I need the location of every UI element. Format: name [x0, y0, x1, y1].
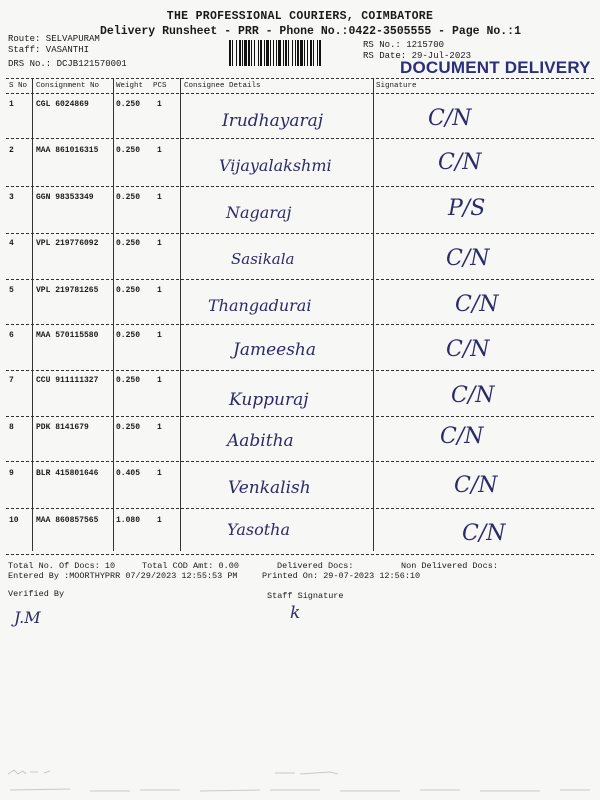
row-signature-handwriting: C/N	[428, 106, 472, 131]
barcode-bar	[313, 40, 314, 66]
row-consignment-no: MAA 860857565	[36, 516, 99, 525]
entered-by: Entered By :MOORTHYPRR 07/29/2023 12:55:53 PM	[8, 571, 238, 581]
row-pcs: 1	[157, 376, 162, 385]
document-delivery-stamp: DOCUMENT DELIVERY	[400, 58, 591, 77]
row-consignee-handwriting: Venkalish	[228, 478, 311, 498]
row-consignee-handwriting: Kuppuraj	[229, 390, 309, 410]
row-weight: 0.250	[116, 193, 141, 202]
col-signature: Signature	[376, 82, 417, 90]
row-weight: 0.250	[116, 146, 141, 155]
route-label: Route: SELVAPURAM	[8, 34, 100, 44]
barcode-bar	[300, 40, 303, 66]
barcode-bar	[310, 40, 312, 66]
row-weight: 0.250	[116, 331, 141, 340]
row-pcs: 1	[157, 516, 162, 525]
row-consignment-no: MAA 861016315	[36, 146, 99, 155]
company-title: THE PROFESSIONAL COURIERS, COIMBATORE	[166, 10, 434, 23]
row-signature-handwriting: C/N	[440, 424, 484, 449]
col-consignment: Consignment No	[36, 82, 100, 90]
col-weight: Weight	[116, 82, 144, 90]
barcode-bar	[304, 40, 305, 66]
col-consignee-details: Consignee Details	[184, 82, 261, 90]
row-divider	[6, 370, 594, 371]
barcode-bar	[288, 40, 289, 66]
row-signature-handwriting: C/N	[446, 246, 490, 271]
table-header-rule	[6, 93, 594, 94]
col-divider	[32, 78, 33, 551]
barcode-bar	[264, 40, 265, 66]
barcode-bar	[239, 40, 241, 66]
row-pcs: 1	[157, 193, 162, 202]
table-top-rule	[6, 78, 594, 79]
row-signature-handwriting: C/N	[438, 150, 482, 175]
row-pcs: 1	[157, 331, 162, 340]
barcode-image	[229, 40, 357, 66]
col-divider	[180, 78, 181, 551]
staff-label: Staff: VASANTHI	[8, 45, 90, 55]
row-weight: 1.080	[116, 516, 141, 525]
row-sno: 2	[9, 146, 14, 155]
barcode-bar	[295, 40, 296, 66]
barcode-bar	[317, 40, 318, 66]
total-docs: Total No. Of Docs: 10	[8, 561, 116, 571]
row-sno: 8	[9, 423, 14, 432]
row-sno: 9	[9, 469, 14, 478]
barcode-bar	[248, 40, 250, 66]
row-consignee-handwriting: Aabitha	[227, 431, 294, 451]
col-pcs: PCS	[153, 82, 167, 90]
barcode-bar	[307, 40, 308, 66]
row-consignee-handwriting: Thangadurai	[208, 296, 312, 315]
staff-signature-label: Staff Signature	[267, 591, 344, 601]
row-consignee-handwriting: Vijayalakshmi	[219, 156, 332, 175]
row-consignee-handwriting: Nagaraj	[226, 203, 292, 222]
row-consignment-no: CGL 6024869	[36, 100, 89, 109]
row-divider	[6, 508, 594, 509]
barcode-bar	[292, 40, 293, 66]
row-weight: 0.405	[116, 469, 141, 478]
row-divider	[6, 324, 594, 325]
barcode-bar	[232, 40, 233, 66]
row-sno: 3	[9, 193, 14, 202]
row-consignment-no: GGN 98353349	[36, 193, 94, 202]
row-divider	[6, 461, 594, 462]
barcode-bar	[270, 40, 271, 66]
barcode-bar	[297, 40, 299, 66]
drs-number: DRS No.: DCJB121570001	[8, 59, 127, 69]
barcode-bar	[242, 40, 243, 66]
row-consignee-handwriting: Jameesha	[233, 340, 316, 360]
barcode-bar	[266, 40, 269, 66]
barcode-bar	[278, 40, 281, 66]
bleed-through-marks	[0, 760, 600, 800]
row-sno: 4	[9, 239, 14, 248]
table-bottom-rule	[6, 554, 594, 555]
barcode-bar	[229, 40, 231, 66]
row-divider	[6, 186, 594, 187]
row-pcs: 1	[157, 469, 162, 478]
row-pcs: 1	[157, 423, 162, 432]
row-weight: 0.250	[116, 100, 141, 109]
col-divider	[113, 78, 114, 551]
row-signature-handwriting: C/N	[454, 473, 498, 498]
row-pcs: 1	[157, 146, 162, 155]
row-sno: 6	[9, 331, 14, 340]
row-weight: 0.250	[116, 376, 141, 385]
row-divider	[6, 138, 594, 139]
verified-by-label: Verified By	[8, 589, 65, 599]
row-sno: 1	[9, 100, 14, 109]
total-cod: Total COD Amt: 0.00	[142, 561, 239, 571]
row-pcs: 1	[157, 100, 162, 109]
row-consignment-no: BLR 415801646	[36, 469, 99, 478]
row-weight: 0.250	[116, 423, 141, 432]
row-signature-handwriting: P/S	[448, 196, 486, 221]
barcode-bar	[251, 40, 252, 66]
verifier-signature: J.M	[14, 608, 41, 627]
row-weight: 0.250	[116, 239, 141, 248]
row-divider	[6, 233, 594, 234]
rs-date: RS Date: 29-Jul-2023	[363, 51, 472, 61]
row-signature-handwriting: C/N	[462, 521, 506, 546]
row-weight: 0.250	[116, 286, 141, 295]
row-consignee-handwriting: Irudhayaraj	[222, 111, 324, 131]
row-sno: 10	[9, 516, 19, 525]
barcode-bar	[283, 40, 284, 66]
printed-on: Printed On: 29-07-2023 12:56:10	[262, 571, 421, 581]
col-sno: S No	[9, 82, 28, 90]
row-consignment-no: CCU 911111327	[36, 376, 99, 385]
barcode-bar	[244, 40, 247, 66]
barcode-bar	[276, 40, 277, 66]
col-divider	[373, 78, 374, 551]
row-consignee-handwriting: Sasikala	[231, 250, 295, 268]
row-sno: 5	[9, 286, 14, 295]
barcode-bar	[236, 40, 237, 66]
staff-signature-mark: k	[290, 603, 301, 623]
row-consignment-no: MAA 570115580	[36, 331, 99, 340]
row-signature-handwriting: C/N	[455, 292, 499, 317]
non-delivered-docs: Non Delivered Docs:	[401, 561, 498, 571]
row-sno: 7	[9, 376, 14, 385]
row-consignment-no: VPL 219781265	[36, 286, 99, 295]
runsheet-line: Delivery Runsheet - PRR - Phone No.:0422-3505555 - Page No.:1	[100, 25, 521, 38]
barcode-bar	[273, 40, 274, 66]
row-signature-handwriting: C/N	[451, 383, 495, 408]
row-signature-handwriting: C/N	[446, 337, 490, 362]
delivered-docs: Delivered Docs:	[277, 561, 354, 571]
barcode-bar	[254, 40, 255, 66]
barcode-bar	[258, 40, 259, 66]
barcode-bar	[285, 40, 287, 66]
barcode-bar	[319, 40, 321, 66]
barcode-bar	[260, 40, 262, 66]
row-consignee-handwriting: Yasotha	[227, 520, 290, 539]
row-pcs: 1	[157, 286, 162, 295]
row-divider	[6, 416, 594, 417]
row-consignment-no: PDK 8141679	[36, 423, 89, 432]
row-divider	[6, 279, 594, 280]
row-pcs: 1	[157, 239, 162, 248]
row-consignment-no: VPL 219776092	[36, 239, 99, 248]
rs-number: RS No.: 1215700	[363, 40, 445, 50]
